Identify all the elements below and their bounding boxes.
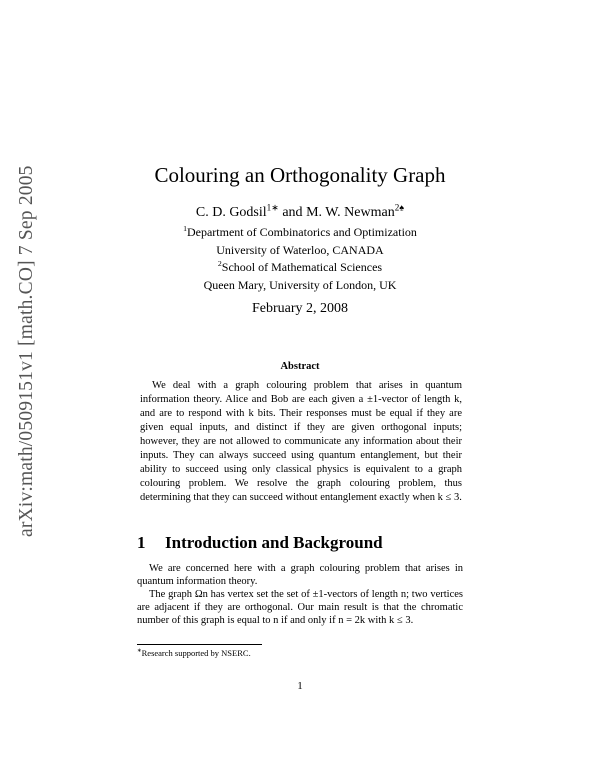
footnote xyxy=(137,648,251,658)
affiliation-line: Queen Mary, University of London, UK xyxy=(203,278,397,292)
section-heading xyxy=(137,533,383,553)
footnote-text: Research supported by NSERC. xyxy=(141,648,251,658)
abstract-heading: Abstract xyxy=(280,361,320,372)
abstract-body: We deal with a graph colouring problem that arises in quantum information theory. Alice and Bob are each given a ±1-vector of length k, and are to respond with k bits. Their responses must be equal if they are given equal inputs, and distinct if they are given orthogonal inputs; however, they are not allowed to communicate any information about their inputs. They can always succeed using quantum entanglement, but their ability to succeed using only classical physics is equivalent to a graph colouring problem. We resolve the graph colouring problem, thus determining that they can succeed without entanglement exactly when k ≤ 3. xyxy=(140,380,462,503)
author-godsil-marks: 1∗ xyxy=(266,202,279,213)
arxiv-identifier-stamp: arXiv:math/0509151v1 [math.CO] 7 Sep 2005 xyxy=(16,165,37,537)
body-paragraph: The graph Ωn has vertex set the set of ±1-vectors of length n; two vertices are adjacent if they are orthogonal. Our main result is that the chromatic number of this graph is equal to n if and only if n = 2k with k ≤ 3. xyxy=(137,589,463,626)
author-line xyxy=(0,202,600,221)
affiliation-line: University of Waterloo, CANADA xyxy=(216,243,384,257)
author-newman-marks: 2♠ xyxy=(394,202,405,213)
footnote-mark: ∗ xyxy=(137,648,142,655)
affiliation-mark: 1 xyxy=(183,224,187,233)
affiliation-mark: 2 xyxy=(217,259,222,268)
paper-date: February 2, 2008 xyxy=(251,301,349,316)
body-paragraph: We are concerned here with a graph colouring problem that arises in quantum information theory. xyxy=(137,563,463,587)
author-conjunction: and xyxy=(278,205,307,220)
affiliation-line: $^2$School of Mathematical Sciences xyxy=(217,259,383,274)
page-number: 1 xyxy=(297,680,303,692)
section-number: 1 xyxy=(137,533,146,552)
paper-title: Colouring an Orthogonality Graph xyxy=(154,163,446,187)
author-newman: M. W. Newman xyxy=(306,205,395,220)
affiliation-line: $^1$Department of Combinatorics and Optimization xyxy=(183,224,417,239)
section-title: Introduction and Background xyxy=(165,533,383,552)
footnote-rule xyxy=(137,644,262,645)
author-godsil: C. D. Godsil xyxy=(195,205,267,220)
